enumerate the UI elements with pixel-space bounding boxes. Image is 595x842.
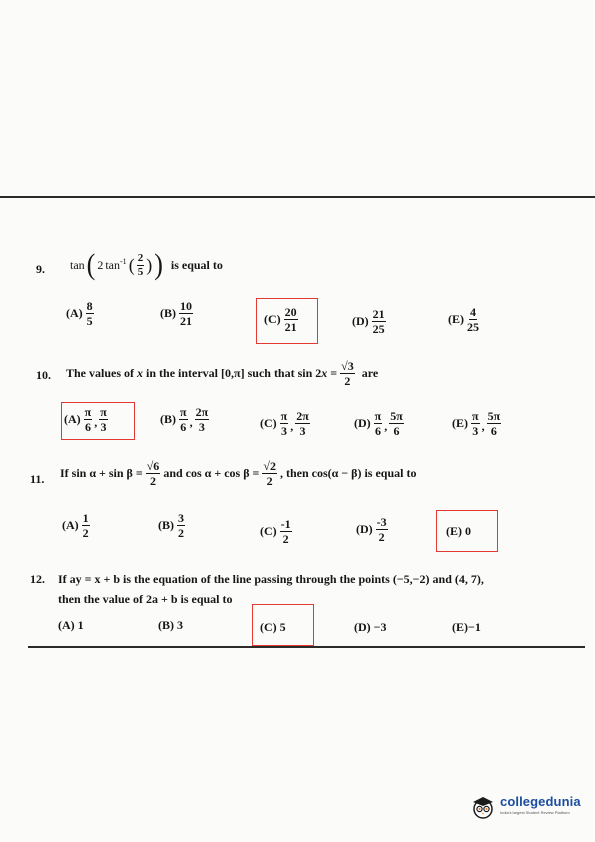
q9-option-c[interactable]: [264, 306, 298, 333]
inner-fraction: [137, 253, 145, 278]
numerator: 20: [284, 305, 297, 319]
option-label: (C): [260, 416, 277, 430]
variable-x: x: [321, 366, 328, 380]
option-fraction: [376, 516, 388, 543]
option-label: (A): [62, 518, 79, 532]
denominator: 6: [490, 424, 497, 438]
fraction-numerator: 2: [137, 251, 144, 264]
numerator: π: [280, 409, 288, 423]
denominator: 6: [180, 420, 187, 434]
denominator: 21: [180, 314, 192, 328]
question-number-11: 11.: [30, 472, 45, 486]
q10-option-e[interactable]: [452, 410, 501, 437]
value-fraction: [280, 410, 289, 437]
value-fraction: [471, 410, 480, 437]
option-label: (B): [160, 306, 176, 320]
interval: [0,π]: [221, 366, 245, 380]
numerator: π: [100, 405, 107, 419]
bottom-divider-line: [28, 646, 585, 648]
option-label: (C): [260, 524, 277, 538]
comma: ,: [481, 419, 485, 433]
numerator: 21: [372, 307, 385, 321]
numerator: 10: [180, 299, 192, 313]
denominator: 2: [344, 374, 351, 388]
numerator: √6: [146, 459, 160, 473]
option-label: (B): [158, 518, 174, 532]
value-fraction: [295, 410, 310, 437]
denominator: 2: [282, 532, 289, 546]
comma: ,: [189, 415, 193, 429]
numerator: 3: [178, 511, 184, 525]
question-9-tail: is equal to: [170, 257, 223, 272]
q12-option-e[interactable]: (E)−1: [452, 620, 481, 634]
tan-function: tan: [70, 257, 85, 272]
q12-option-a[interactable]: (A) 1: [58, 618, 84, 632]
inner-coefficient: 2: [97, 257, 104, 272]
option-label: (D): [354, 416, 371, 430]
numerator: -1: [280, 517, 291, 531]
value-fraction: [195, 406, 210, 433]
q11-option-e[interactable]: [446, 524, 471, 539]
q9-option-b[interactable]: [160, 300, 193, 327]
numerator: 2π: [296, 409, 309, 423]
second-fraction: [262, 460, 277, 487]
denominator: 3: [198, 420, 205, 434]
option-fraction: [177, 512, 185, 539]
q10-option-c[interactable]: [260, 410, 310, 437]
denominator: 2: [150, 474, 157, 488]
option-fraction: [86, 300, 94, 327]
numerator: 1: [82, 511, 89, 525]
q11-option-c[interactable]: [260, 518, 292, 545]
option-fraction: [372, 308, 386, 335]
denominator: 25: [372, 322, 385, 336]
denominator: 3: [100, 420, 107, 434]
denominator: 5: [86, 314, 93, 328]
option-label: (D): [356, 522, 373, 536]
numerator: -3: [376, 515, 387, 529]
numerator: π: [180, 405, 187, 419]
inverse-superscript: -1: [120, 256, 127, 266]
stem-text: are: [361, 366, 379, 380]
equals-sign: =: [330, 366, 338, 380]
first-fraction: [146, 460, 161, 487]
denominator: 2: [378, 530, 385, 544]
option-values: [280, 410, 310, 437]
option-label: (E): [452, 416, 468, 430]
numerator: 4: [470, 305, 476, 319]
stem-text: The values of: [66, 366, 135, 380]
option-fraction: [82, 512, 90, 539]
fraction-denominator: 5: [137, 265, 144, 278]
option-values: [84, 406, 108, 433]
variable-x: x: [137, 366, 144, 380]
q11-option-d[interactable]: [356, 516, 388, 543]
value-fraction: [99, 406, 108, 433]
value-fraction: [389, 410, 404, 437]
right-paren: ): [154, 247, 163, 282]
option-label: (A): [64, 412, 81, 426]
option-fraction: [179, 300, 193, 327]
q12-option-d[interactable]: (D) −3: [354, 620, 387, 634]
question-12-line-1: If ay = x + b is the equation of the line passing through the points (−5,−2) and (4, 7),: [58, 572, 484, 586]
stem-text: and cos α + cos β =: [163, 466, 260, 480]
option-label: (C): [264, 312, 281, 326]
question-number-12: 12.: [30, 572, 45, 586]
numerator: 5π: [487, 409, 501, 423]
rhs-fraction: [340, 360, 355, 387]
stem-text: such that sin 2: [247, 366, 322, 380]
graduate-owl-icon: [470, 794, 496, 820]
q11-option-b[interactable]: [158, 512, 185, 539]
q10-option-d[interactable]: [354, 410, 404, 437]
stem-text: in the interval: [146, 366, 219, 380]
option-fraction: [280, 518, 292, 545]
numerator: √2: [263, 459, 276, 473]
denominator: 2: [266, 474, 273, 488]
q12-option-c[interactable]: (C) 5: [260, 620, 286, 634]
numerator: 5π: [390, 409, 403, 423]
question-11-stem: [60, 460, 416, 487]
numerator: 2π: [195, 405, 209, 419]
top-divider-line: [0, 196, 595, 198]
option-fraction: [467, 306, 479, 333]
left-paren-inner: (: [128, 255, 135, 275]
option-label: (E): [446, 524, 462, 538]
denominator: 2: [178, 526, 184, 540]
denominator: 6: [374, 424, 381, 438]
value-fraction: [84, 406, 93, 433]
value-fraction: [179, 406, 188, 433]
denominator: 3: [299, 424, 306, 438]
denominator: 6: [84, 420, 91, 434]
option-values: [179, 406, 209, 433]
denominator: 3: [280, 424, 287, 438]
stem-text: , then cos(α − β) is equal to: [279, 466, 417, 480]
logo-text-block: [500, 794, 581, 815]
comma: ,: [94, 415, 98, 429]
option-label: (A): [66, 306, 83, 320]
option-values: [374, 410, 404, 437]
left-paren: (: [86, 247, 96, 282]
denominator: 2: [82, 526, 89, 540]
question-9-stem: [70, 247, 223, 282]
q12-option-b[interactable]: (B) 3: [158, 618, 183, 632]
numerator: π: [84, 405, 92, 419]
comma: ,: [384, 419, 388, 433]
stem-text: If sin α + sin β =: [60, 466, 143, 480]
denominator: 3: [472, 424, 479, 438]
brand-name: collegedunia: [500, 794, 581, 809]
collegedunia-logo: [470, 794, 581, 820]
inner-function: tan: [105, 257, 121, 272]
question-number-10: 10.: [36, 368, 51, 382]
option-label: (B): [160, 412, 176, 426]
denominator: 6: [393, 424, 400, 438]
option-label: (D): [352, 314, 369, 328]
q11-option-a[interactable]: [62, 512, 90, 539]
brand-tagline: India's largest Student Review Platform: [500, 810, 570, 815]
option-values: [471, 410, 501, 437]
denominator: 25: [467, 320, 479, 334]
numerator: √3: [341, 359, 354, 373]
question-12-line-2: then the value of 2a + b is equal to: [58, 592, 233, 606]
question-number-9: 9.: [36, 262, 45, 276]
question-10-stem: [66, 360, 378, 387]
numerator: 8: [86, 299, 93, 313]
q9-option-e[interactable]: [448, 306, 479, 333]
value-fraction: [487, 410, 502, 437]
q10-option-b[interactable]: [160, 406, 209, 433]
q10-option-a[interactable]: [64, 406, 108, 433]
right-paren-inner: ): [146, 255, 153, 275]
option-fraction: [284, 306, 298, 333]
denominator: 21: [284, 320, 297, 334]
q9-option-d[interactable]: [352, 308, 386, 335]
numerator: π: [472, 409, 479, 423]
comma: ,: [290, 419, 294, 433]
option-label: (E): [448, 312, 464, 326]
option-value: 0: [465, 524, 471, 538]
q9-option-a[interactable]: [66, 300, 94, 327]
numerator: π: [374, 409, 382, 423]
value-fraction: [374, 410, 383, 437]
